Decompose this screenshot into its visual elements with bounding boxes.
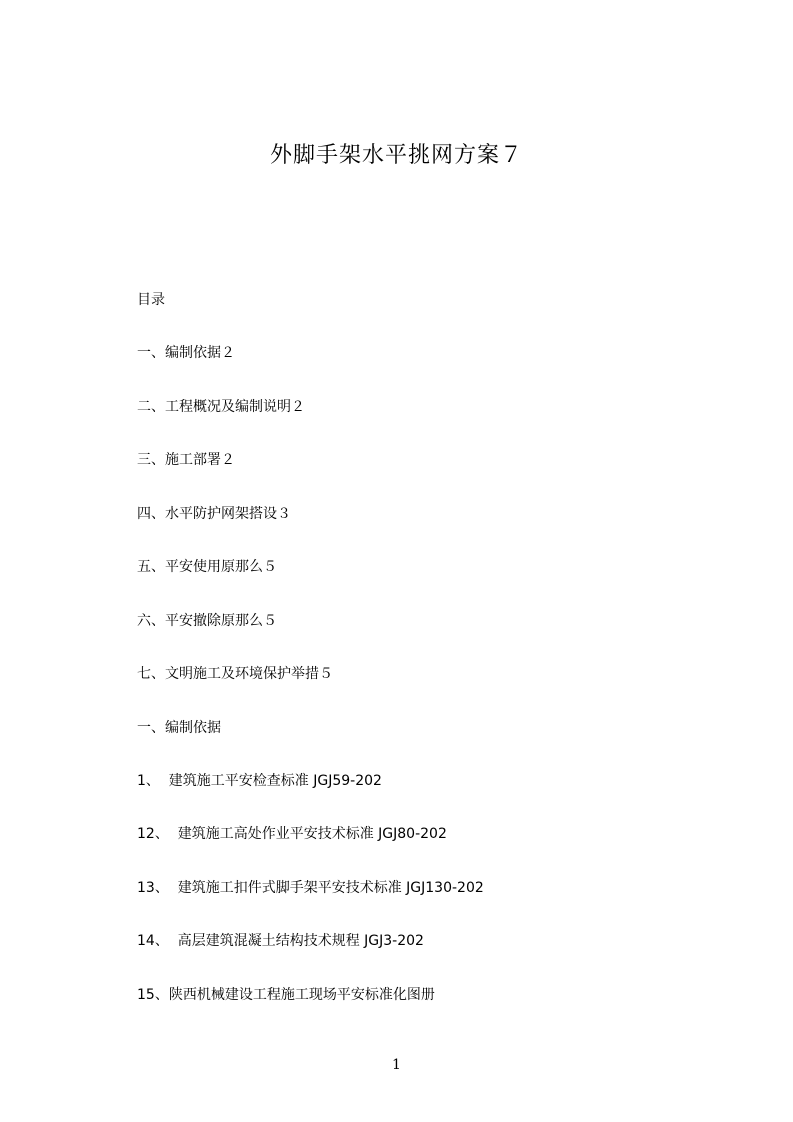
basis-item: 15、陕西机械建设工程施工现场平安标准化图册 [137,987,435,1003]
toc-item: 二、工程概况及编制说明２ [137,399,305,415]
basis-item: 1、 建筑施工平安检查标准 JGJ59-202 [137,773,382,789]
basis-item: 14、 高层建筑混凝土结构技术规程 JGJ3-202 [137,933,424,949]
basis-item: 13、 建筑施工扣件式脚手架平安技术标准 JGJ130-202 [137,880,484,896]
toc-item: 六、平安撤除原那么５ [137,613,277,629]
toc-item: 三、施工部署２ [137,452,235,468]
section-heading: 一、编制依据 [137,720,221,736]
basis-item: 12、 建筑施工高处作业平安技术标准 JGJ80-202 [137,826,447,842]
toc-item: 一、编制依据２ [137,345,235,361]
page-number: 1 [392,1057,401,1073]
toc-item: 七、文明施工及环境保护举措５ [137,666,333,682]
toc-heading: 目录 [137,292,165,308]
toc-item: 四、水平防护网架搭设３ [137,506,291,522]
toc-item: 五、平安使用原那么５ [137,559,277,575]
document-title: 外脚手架水平挑网方案７ [269,143,523,168]
